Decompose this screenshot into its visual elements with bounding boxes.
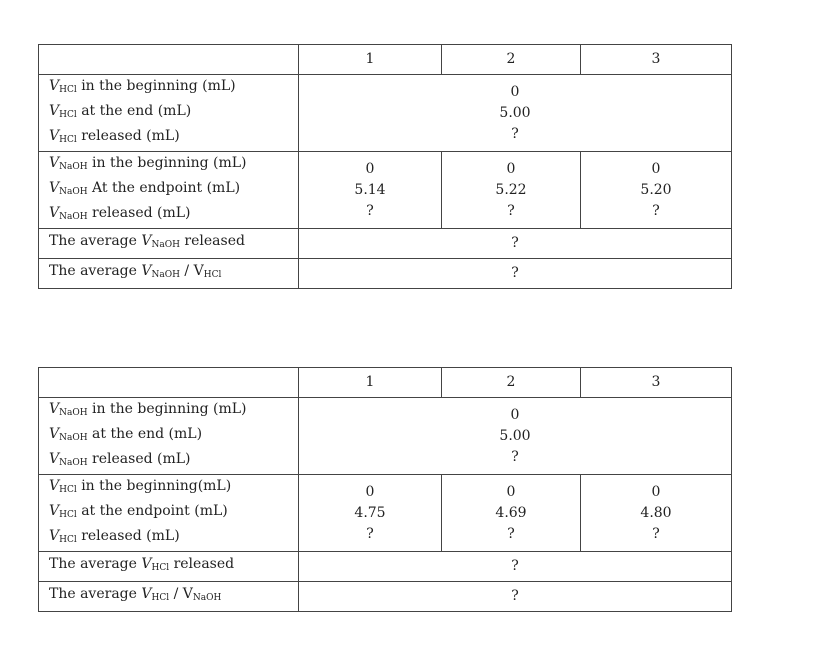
header-cell-trial-2: 2 xyxy=(442,45,581,75)
label-text: released (mL) xyxy=(76,527,180,544)
value-line: 0 xyxy=(651,483,661,500)
average-ratio-row xyxy=(39,259,732,289)
label-text: in the beginning (mL) xyxy=(87,400,247,417)
header-cell-trial-2: 2 xyxy=(442,368,581,398)
label-text: released (mL) xyxy=(76,127,180,144)
label-line xyxy=(49,101,298,126)
label-text: / xyxy=(169,586,183,602)
average-released-label xyxy=(39,552,299,582)
variable-subscript: NaOH xyxy=(151,240,180,250)
hcl-volume-row xyxy=(39,475,732,552)
value-line: ? xyxy=(652,525,660,542)
average-ratio-value: ? xyxy=(299,582,732,612)
label-text: released xyxy=(169,556,235,572)
variable-symbol: V xyxy=(141,263,152,279)
trial-3-values xyxy=(581,152,732,229)
header-cell-trial-3: 3 xyxy=(581,368,732,398)
variable-subscript: HCl xyxy=(203,270,222,280)
variable-subscript: HCl xyxy=(59,109,77,120)
header-row xyxy=(39,45,732,75)
label-line xyxy=(49,399,298,424)
average-ratio-label xyxy=(39,582,299,612)
value-line: ? xyxy=(652,202,660,219)
average-ratio-label xyxy=(39,259,299,289)
header-cell-trial-1: 1 xyxy=(299,368,442,398)
hcl-volume-values xyxy=(299,75,732,152)
value-line: ? xyxy=(511,125,519,142)
value-line: 4.69 xyxy=(495,504,527,521)
label-line xyxy=(49,203,298,228)
variable-symbol: V xyxy=(49,77,60,94)
average-released-value: ? xyxy=(299,229,732,259)
label-line xyxy=(49,424,298,449)
label-line xyxy=(49,526,298,551)
variable-symbol: V xyxy=(49,400,60,417)
variable-subscript: NaOH xyxy=(59,211,88,222)
label-line xyxy=(49,449,298,474)
variable-symbol: V xyxy=(141,556,152,572)
variable-symbol: V xyxy=(49,502,60,519)
variable-subscript: HCl xyxy=(151,593,170,603)
variable-subscript: HCl xyxy=(59,134,77,145)
label-line xyxy=(49,178,298,203)
label-text: released (mL) xyxy=(87,204,191,221)
label-line xyxy=(49,153,298,178)
variable-symbol: V xyxy=(49,102,60,119)
variable-subscript: HCl xyxy=(59,84,77,95)
average-released-value: ? xyxy=(299,552,732,582)
variable-subscript: HCl xyxy=(59,484,77,495)
variable-subscript: HCl xyxy=(59,509,77,520)
value-line: 5.00 xyxy=(499,427,531,444)
value-line: ? xyxy=(511,448,519,465)
label-text: The average xyxy=(49,263,142,279)
variable-symbol: V xyxy=(141,586,152,602)
value-line: 5.00 xyxy=(499,104,531,121)
variable-subscript: NaOH xyxy=(192,593,222,603)
naoh-volume-row xyxy=(39,398,732,475)
trial-1-values xyxy=(299,475,442,552)
naoh-volume-values xyxy=(299,398,732,475)
label-text: released xyxy=(179,233,245,249)
value-line: 5.14 xyxy=(354,181,386,198)
average-ratio-row xyxy=(39,582,732,612)
header-cell-empty xyxy=(39,45,299,75)
hcl-volume-labels xyxy=(39,475,299,552)
header-cell-empty xyxy=(39,368,299,398)
variable-subscript: NaOH xyxy=(59,407,88,418)
trial-2-values xyxy=(442,475,581,552)
trial-2-values xyxy=(442,152,581,229)
value-line: 0 xyxy=(651,160,661,177)
average-released-row xyxy=(39,229,732,259)
variable-subscript: HCl xyxy=(151,563,170,573)
label-line xyxy=(49,476,298,501)
naoh-volume-labels xyxy=(39,152,299,229)
value-line: 0 xyxy=(365,160,375,177)
variable-subscript: NaOH xyxy=(59,457,88,468)
header-cell-trial-3: 3 xyxy=(581,45,732,75)
variable-symbol: V xyxy=(182,586,193,602)
value-line: 4.75 xyxy=(354,504,386,521)
trial-1-values xyxy=(299,152,442,229)
variable-symbol: V xyxy=(49,204,60,221)
value-line: 0 xyxy=(506,483,516,500)
naoh-volume-row xyxy=(39,152,732,229)
value-line: 0 xyxy=(510,406,520,423)
variable-symbol: V xyxy=(49,154,60,171)
hcl-volume-labels xyxy=(39,75,299,152)
trial-3-values xyxy=(581,475,732,552)
average-released-label xyxy=(39,229,299,259)
label-text: The average xyxy=(49,586,142,602)
value-line: 0 xyxy=(506,160,516,177)
header-row xyxy=(39,368,732,398)
value-line: ? xyxy=(366,525,374,542)
value-line: 0 xyxy=(510,83,520,100)
value-line: 5.20 xyxy=(640,181,672,198)
variable-subscript: NaOH xyxy=(59,186,88,197)
label-line xyxy=(49,501,298,526)
label-text: at the end (mL) xyxy=(87,425,203,442)
titration-table-naoh xyxy=(38,367,732,612)
label-text: At the endpoint (mL) xyxy=(87,179,241,196)
variable-subscript: NaOH xyxy=(59,432,88,443)
value-line: ? xyxy=(507,202,515,219)
label-text: at the end (mL) xyxy=(76,102,192,119)
label-text: in the beginning (mL) xyxy=(76,77,236,94)
label-text: at the endpoint (mL) xyxy=(76,502,228,519)
value-line: ? xyxy=(507,525,515,542)
naoh-volume-labels xyxy=(39,398,299,475)
variable-symbol: V xyxy=(49,477,60,494)
hcl-volume-row xyxy=(39,75,732,152)
value-line: 0 xyxy=(365,483,375,500)
label-text: released (mL) xyxy=(87,450,191,467)
label-text: in the beginning (mL) xyxy=(87,154,247,171)
average-ratio-value: ? xyxy=(299,259,732,289)
label-text: The average xyxy=(49,556,142,572)
value-line: 5.22 xyxy=(495,181,527,198)
label-text: / xyxy=(179,263,194,279)
value-line: ? xyxy=(366,202,374,219)
variable-symbol: V xyxy=(193,263,204,279)
variable-symbol: V xyxy=(49,425,60,442)
average-released-row xyxy=(39,552,732,582)
variable-subscript: HCl xyxy=(59,534,77,545)
label-text: in the beginning(mL) xyxy=(76,477,232,494)
value-line: 4.80 xyxy=(640,504,672,521)
titration-table-hcl xyxy=(38,44,732,289)
variable-symbol: V xyxy=(49,527,60,544)
header-cell-trial-1: 1 xyxy=(299,45,442,75)
variable-symbol: V xyxy=(49,450,60,467)
variable-symbol: V xyxy=(49,179,60,196)
label-line xyxy=(49,76,298,101)
variable-subscript: NaOH xyxy=(151,270,180,280)
variable-subscript: NaOH xyxy=(59,161,88,172)
label-text: The average xyxy=(49,233,142,249)
variable-symbol: V xyxy=(49,127,60,144)
label-line xyxy=(49,126,298,151)
variable-symbol: V xyxy=(141,233,152,249)
